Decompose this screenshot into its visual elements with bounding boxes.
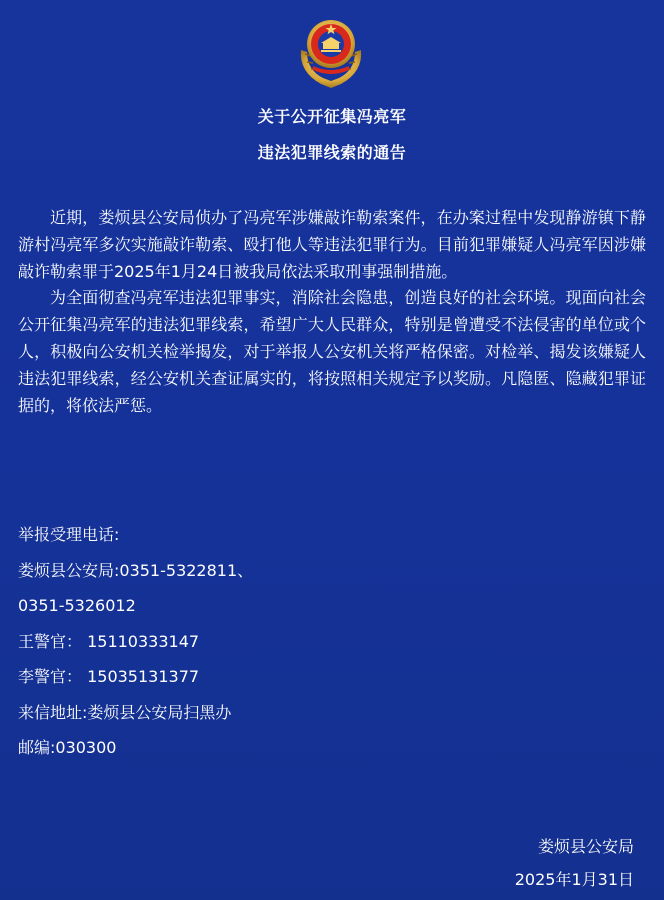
contact-heading: 举报受理电话: — [18, 525, 120, 544]
bureau-phone-2: 0351-5326012 — [18, 596, 136, 615]
signature-date: 2025年1月31日 — [514, 870, 634, 889]
paragraph-2: 为全面彻查冯亮军违法犯罪事实，消除社会隐患，创造良好的社会环境。现面向社会公开征集冯亮军的违法犯罪线索，希望广大人民群众，特别是曾遭受不法侵害的单位或个人，积极向公安机关检举揭发，对于举报人公安机关将严格保密。对检举、揭发该嫌疑人违法犯罪线索，经公安机关查证属实的，将按照相关规定予以奖励。凡隐匿、隐藏犯罪证据的，将依法严惩。 — [18, 288, 646, 415]
signature-org: 娄烦县公安局 — [537, 837, 634, 856]
notice-title-line-2: 违法犯罪线索的通告 — [257, 143, 407, 162]
bureau-phone: 娄烦县公安局:0351-5322811、 — [18, 560, 254, 580]
contact-info — [18, 524, 438, 773]
postcode: 邮编:030300 — [18, 738, 117, 757]
officer-li-phone: 李警官： 15035131377 — [18, 667, 200, 686]
officer-wang-phone: 王警官： 15110333147 — [18, 631, 200, 651]
notice-title-line-1: 关于公开征集冯亮军 — [257, 107, 407, 126]
mailing-address: 来信地址:娄烦县公安局扫黑办 — [18, 702, 232, 722]
notice-body — [18, 205, 646, 419]
police-emblem-icon — [291, 10, 371, 90]
paragraph-1: 近期，娄烦县公安局侦办了冯亮军涉嫌敲诈勒索案件，在办案过程中发现静游镇下静游村冯亮军多次实施敲诈勒索、殴打他人等违法犯罪行为。目前犯罪嫌疑人冯亮军因涉嫌敲诈勒索罪于2025年1月24日被我局依法采取刑事强制措施。 — [18, 208, 646, 281]
